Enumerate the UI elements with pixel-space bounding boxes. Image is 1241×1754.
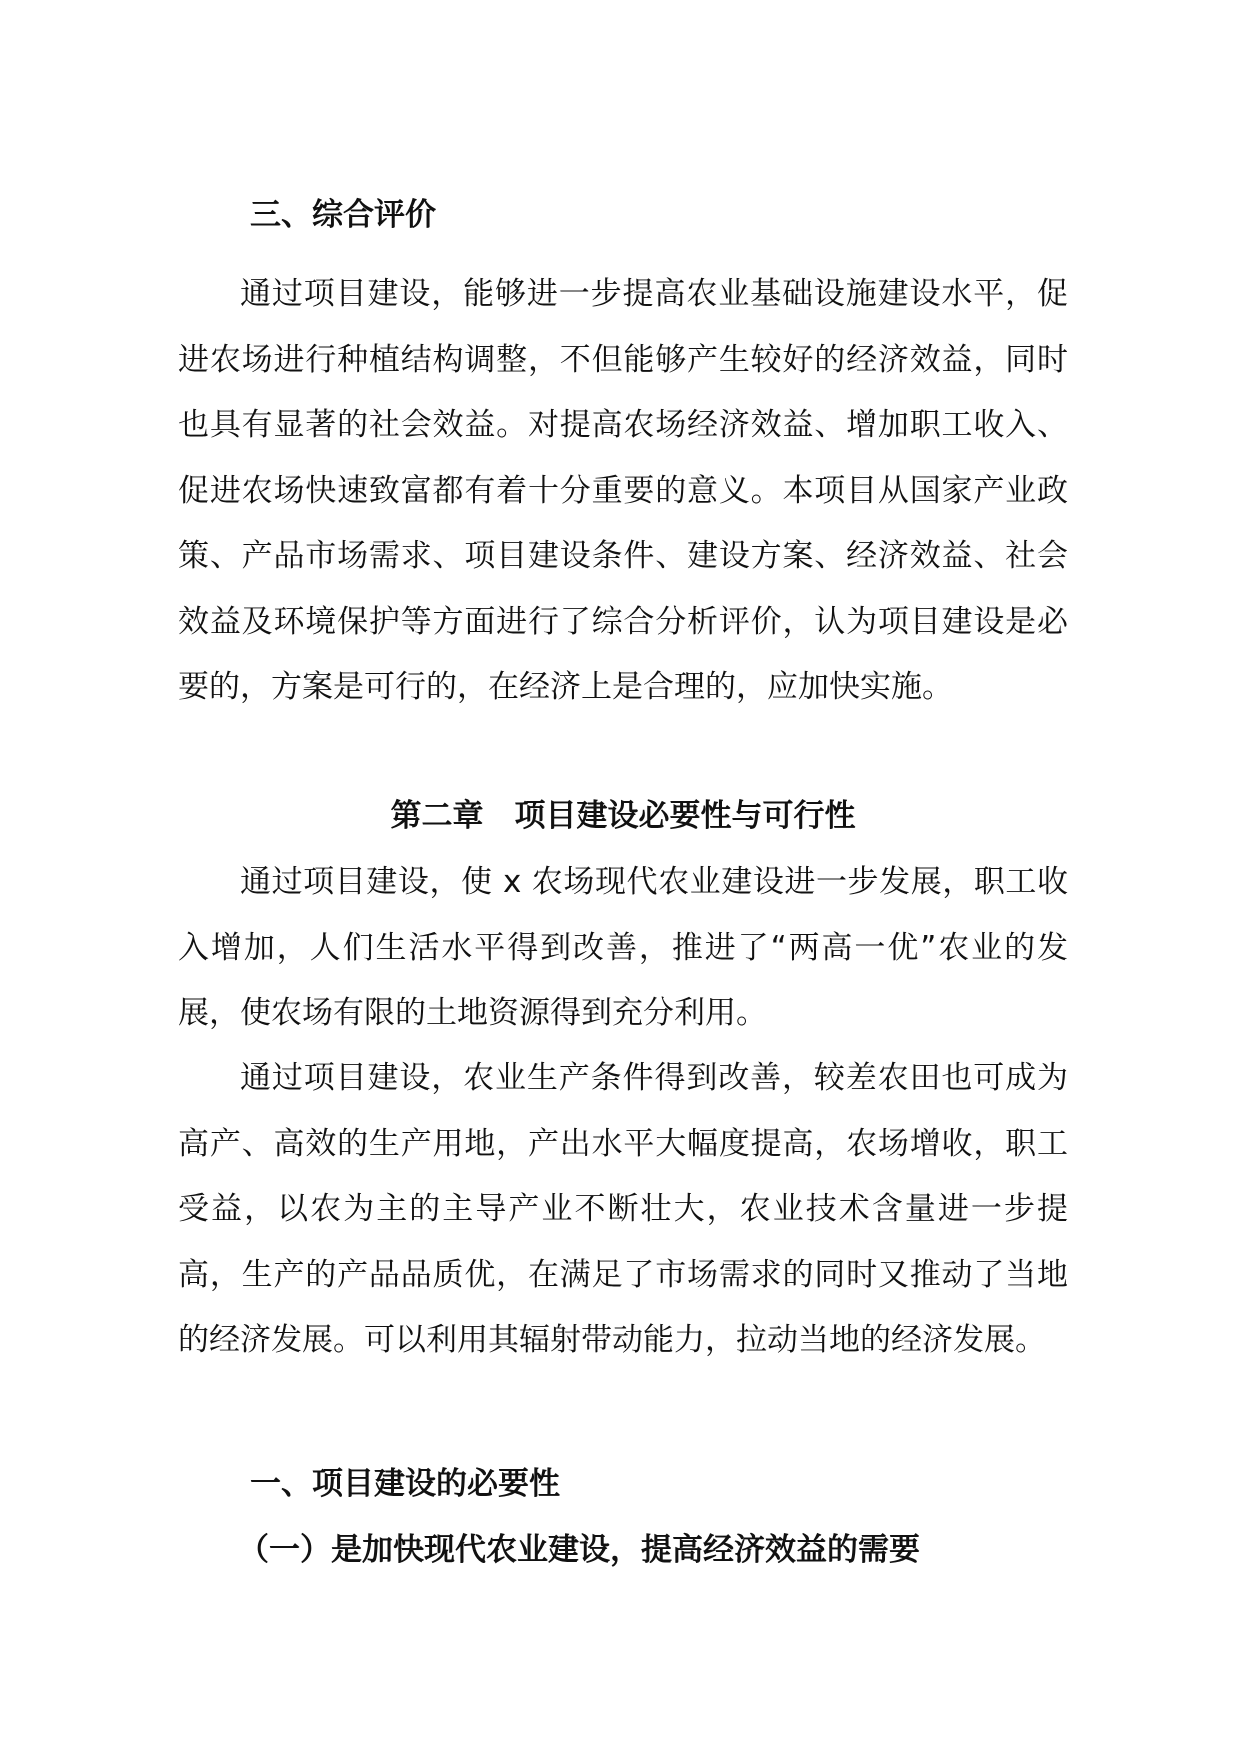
subsection-heading-modern-agriculture: （一）是加快现代农业建设，提高经济效益的需要 [238, 1532, 920, 1568]
section-heading-comprehensive-evaluation: 三、综合评价 [250, 197, 436, 233]
paragraph-evaluation: 通过项目建设，能够进一步提高农业基础设施建设水平，促进农场进行种植结构调整，不但能够产生较好的经济效益，同时也具有显著的社会效益。对提高农场经济效益、增加职工收入、促进农场快速致富都有着十分重要的意义。本项目从国家产业政策、产品市场需求、项目建设条件、建设方案、经济效益、社会效益及环境保护等方面进行了综合分析评价，认为项目建设是必要的，方案是可行的，在经济上是合理的，应加快实施。 [178, 276, 1068, 705]
chapter-heading: 第二章 项目建设必要性与可行性 [390, 798, 856, 834]
paragraph-conditions: 通过项目建设，农业生产条件得到改善，较差农田也可成为高产、高效的生产用地，产出水平大幅度提高，农场增收，职工受益，以农为主的主导产业不断壮大，农业技术含量进一步提高，生产的产品品质优，在满足了市场需求的同时又推动了当地的经济发展。可以利用其辐射带动能力，拉动当地的经济发展。 [178, 1060, 1068, 1358]
paragraph-development: 通过项目建设，使 x 农场现代农业建设进一步发展，职工收入增加，人们生活水平得到改善，推进了“两高一优”农业的发展，使农场有限的土地资源得到充分利用。 [178, 864, 1068, 1031]
section-heading-necessity: 一、项目建设的必要性 [250, 1466, 560, 1502]
